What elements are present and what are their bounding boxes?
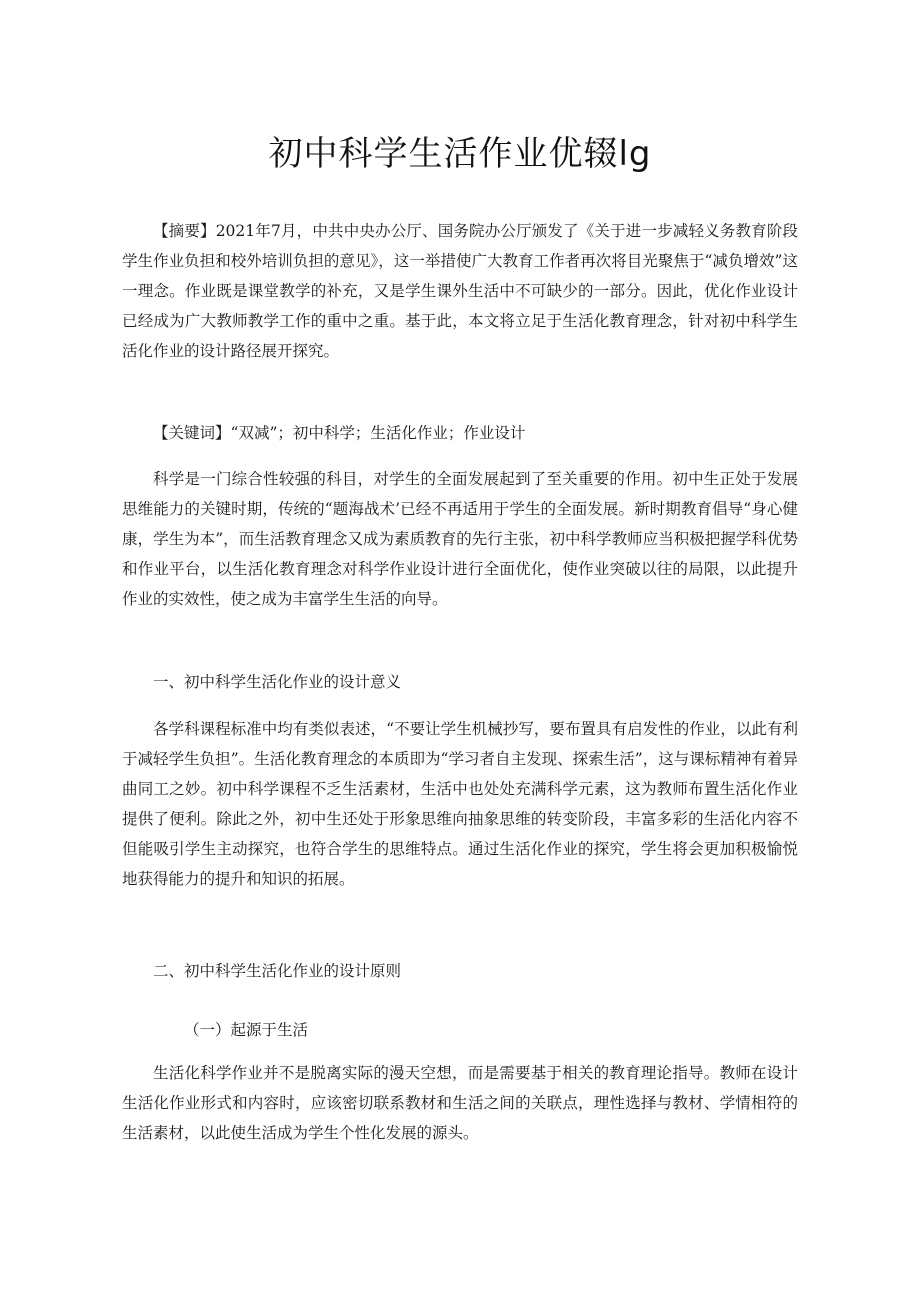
keywords-paragraph [122,418,798,448]
keywords-text: “双减”；初中科学；生活化作业；作业设计 [230,424,526,442]
intro-paragraph: 科学是一门综合性较强的科目，对学生的全面发展起到了至关重要的作用。初中生正处于发展思维能力的关键时期，传统的“题海战术’已经不再适用于学生的全面发展。新时期教育倡导“身心健康，学生为本”，而生活教育理念又成为素质教育的先行主张，初中科学教师应当积极把握学科优势和作业平台，以生活化教育理念对科学作业设计进行全面优化，使作业突破以往的局限，以此提升作业的实效性，使之成为丰富学生生活的向导。 [122,470,798,608]
abstract-label: 【摘要】 [153,222,216,240]
section1-heading: 一、初中科学生活化作业的设计意义 [153,673,402,691]
keywords-label: 【关键词】 [153,424,231,442]
section2-paragraph: 生活化科学作业并不是脱离实际的漫天空想，而是需要基于相关的教育理论指导。教师在设计生活化作业形式和内容时，应该密切联系教材和生活之间的关联点，理性选择与教材、学情相符的生活素材，以此使生活成为学生个性化发展的源头。 [122,1064,798,1142]
abstract-text: 2021年7月，中共中央办公厅、国务院办公厅颁发了《关于进一步减轻义务教育阶段学生作业负担和校外培训负担的意见》，这一举措使广大教育工作者再次将目光聚焦于“减负增效”这一理念。作业既是课堂教学的补充，又是学生课外生活中不可缺少的一部分。因此，优化作业设计已经成为广大教师教学工作的重中之重。基于此，本文将立足于生活化教育理念，针对初中科学生活化作业的设计路径展开探究。 [122,222,798,360]
document-title: 初中科学生活作业优辍lg [268,134,652,174]
abstract-paragraph [122,216,798,366]
section2-heading: 二、初中科学生活化作业的设计原则 [153,962,402,980]
section2-subheading: （一）起源于生活 [184,1021,309,1039]
section1-paragraph: 各学科课程标准中均有类似表述，“不要让学生机械抄写，要布置具有启发性的作业，以此有利于减轻学生负担”。生活化教育理念的本质即为“学习者自主发现、探索生活”，这与课标精神有着异曲同工之妙。初中科学课程不乏生活素材，生活中也处处充满科学元素，这为教师布置生活化作业提供了便利。除此之外，初中生还处于形象思维向抽象思维的转变阶段，丰富多彩的生活化内容不但能吸引学生主动探究，也符合学生的思维特点。通过生活化作业的探究，学生将会更加积极愉悦地获得能力的提升和知识的拓展。 [122,720,798,888]
